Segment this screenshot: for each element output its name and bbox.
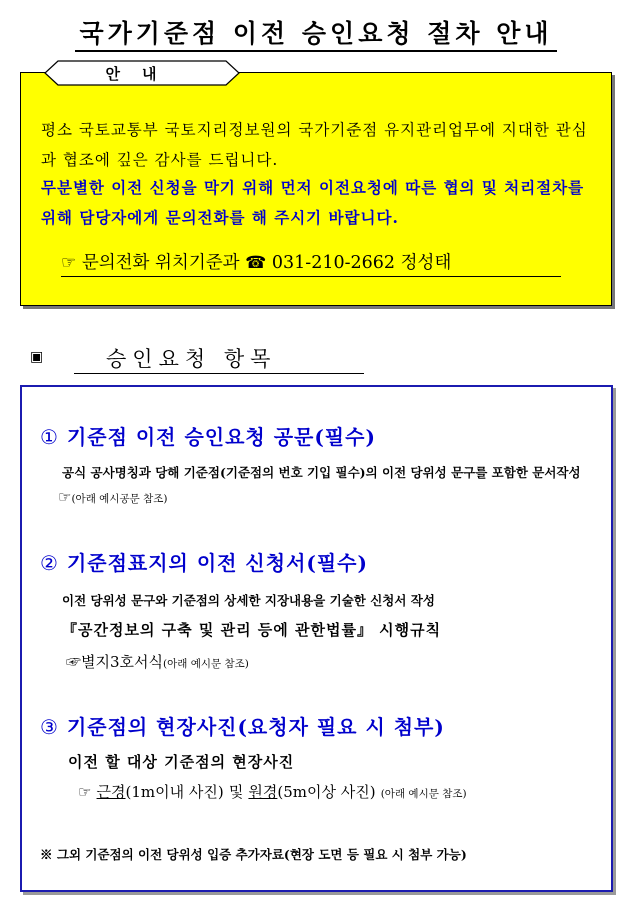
- item-1-reference: [58, 487, 167, 506]
- notice-paragraph-2: 무분별한 이전 신청을 막기 위해 먼저 이전요청에 따른 협의 및 처리절차를 위해 담당자에게 문의전화를 해 주시기 바랍니다.: [41, 178, 585, 227]
- section-header: [26, 343, 366, 371]
- item-3-reference-small: (아래 예시문 참조): [380, 788, 467, 800]
- contact-number: 031-210-2662: [271, 253, 396, 273]
- item-1-reference-text: (아래 예시공문 참조): [71, 493, 168, 505]
- item-1-title-text: 기준점 이전 승인요청 공문(필수): [66, 425, 376, 449]
- item-2-title-text: 기준점표지의 이전 신청서(필수): [66, 551, 368, 575]
- conjunction: 및: [228, 783, 244, 801]
- notice-tab: [44, 60, 240, 86]
- page-title: 국가기준점 이전 승인요청 절차 안내: [0, 14, 632, 50]
- pointing-hand-icon: ☞: [58, 488, 72, 506]
- item-2-law: 『공간정보의 구축 및 관리 등에 관한법률』 시행규칙: [62, 621, 442, 639]
- item-2-reference-small: (아래 예시문 참조): [163, 658, 249, 670]
- notice-paragraph-1: 평소 국토교통부 국토지리정보원의 국가기준점 유지관리업무에 지대한 관심과 협조에 깊은 감사를 드립니다.: [41, 121, 588, 169]
- near-view-detail: (1m이내 사진): [125, 783, 224, 801]
- items-box: [20, 385, 613, 892]
- reference-mark-icon: ※: [40, 847, 53, 862]
- pointing-hand-icon: ☞: [78, 783, 92, 801]
- pointing-hand-icon: ☞: [66, 653, 82, 671]
- item-2-reference-main: 별지3호서식: [81, 653, 164, 671]
- notice-box: [20, 72, 612, 306]
- item-3-number: ③: [40, 715, 59, 739]
- item-1-description: 공식 공사명칭과 당해 기준점(기준점의 번호 기입 필수)의 이전 당위성 문구를 포함한 문서작성: [62, 465, 581, 480]
- contact-prefix: 문의전화 위치기준과: [81, 253, 240, 273]
- item-2-description: 이전 당위성 문구와 기준점의 상세한 지장내용을 기술한 신청서 작성: [62, 593, 435, 608]
- far-view-label: 원경: [248, 783, 278, 801]
- contact-line: [61, 249, 561, 277]
- item-2-title: [40, 547, 368, 576]
- far-view-detail: (5m이상 사진): [277, 783, 376, 801]
- item-3-description: 이전 할 대상 기준점의 현장사진: [68, 753, 295, 771]
- item-3-title: [40, 711, 445, 740]
- item-2-reference: [66, 651, 249, 672]
- item-1-title: [40, 421, 376, 450]
- notice-tab-label: 안내: [105, 65, 179, 83]
- telephone-icon: ☎: [245, 253, 267, 273]
- item-2-number: ②: [40, 551, 59, 575]
- item-3-reference: [78, 781, 467, 802]
- contact-person: 정성태: [400, 253, 452, 273]
- pointing-hand-icon: ☞: [61, 253, 77, 273]
- near-view-label: 근경: [96, 783, 126, 801]
- item-1-number: ①: [40, 425, 59, 449]
- section-title: 승인요청 항목: [74, 343, 364, 374]
- footnote: [40, 845, 467, 863]
- square-bullet-icon: ▣: [30, 349, 44, 365]
- item-3-title-text: 기준점의 현장사진(요청자 필요 시 첨부): [66, 715, 445, 739]
- footnote-text: 그외 기준점의 이전 당위성 입증 추가자료(현장 도면 등 필요 시 첨부 가능): [56, 847, 467, 862]
